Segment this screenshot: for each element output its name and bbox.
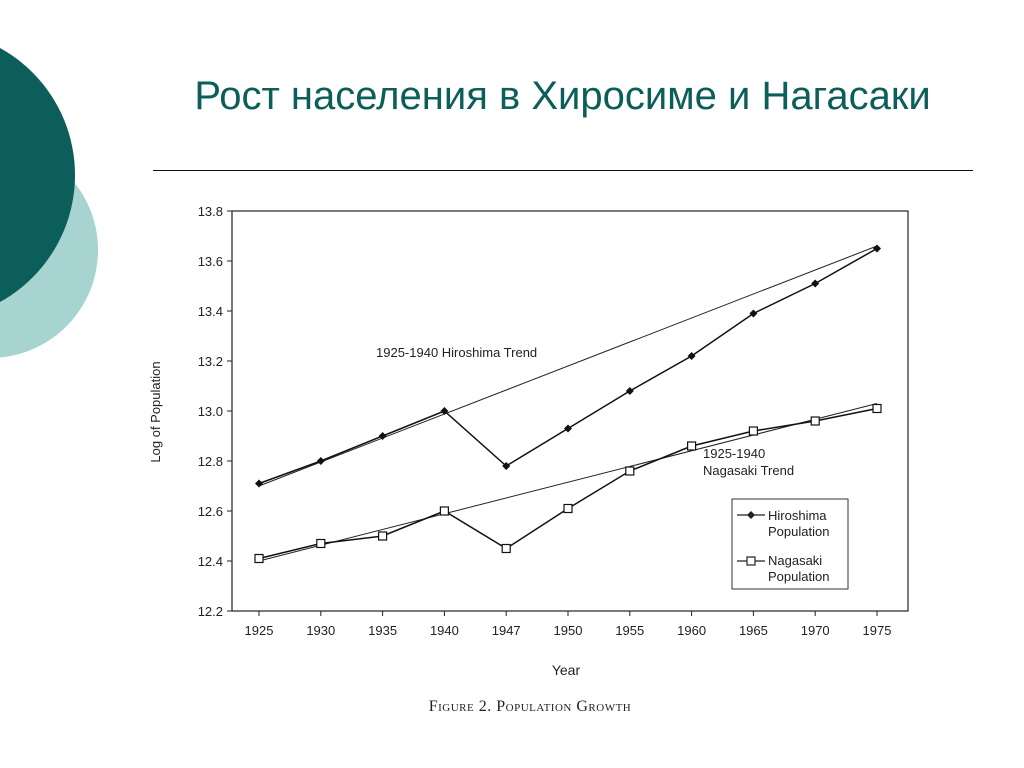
y-tick-label: 12.6	[197, 504, 223, 519]
legend-nagasaki-marker	[747, 557, 755, 565]
hiroshima-trend-annotation: 1925-1940 Hiroshima Trend	[376, 345, 538, 360]
nagasaki-data-point	[564, 505, 572, 513]
hiroshima-data-point	[255, 480, 263, 488]
legend-nagasaki-label-line2: Population	[768, 569, 830, 584]
y-tick-label: 13.2	[197, 354, 223, 369]
x-tick-label: 1935	[368, 623, 398, 638]
legend-nagasaki-label-line1: Nagasaki	[768, 553, 823, 568]
hiroshima-trend-line	[259, 246, 877, 486]
x-tick-label: 1940	[429, 623, 459, 638]
nagasaki-data-point	[749, 427, 757, 435]
nagasaki-data-point	[317, 540, 325, 548]
x-tick-label: 1950	[553, 623, 583, 638]
figure-caption: Figure 2. Population Growth	[428, 698, 632, 715]
nagasaki-data-point	[440, 507, 448, 515]
hiroshima-data-point	[873, 245, 881, 253]
hiroshima-data-point	[564, 425, 572, 433]
x-tick-label: 1947	[491, 623, 521, 638]
nagasaki-data-point	[811, 417, 819, 425]
x-axis-label: Year	[551, 662, 581, 678]
legend-hiroshima-label-line1: Hiroshima	[768, 508, 827, 523]
nagasaki-trend-annotation-line1: 1925-1940	[703, 446, 766, 461]
legend-hiroshima-label-line2: Population	[768, 524, 830, 539]
y-tick-label: 13.8	[197, 204, 223, 219]
y-tick-label: 13.0	[197, 404, 223, 419]
x-tick-label: 1925	[244, 623, 274, 638]
y-tick-label: 13.4	[197, 304, 223, 319]
x-tick-label: 1930	[306, 623, 336, 638]
nagasaki-data-point	[255, 555, 263, 563]
x-tick-label: 1970	[800, 623, 830, 638]
y-tick-label: 12.4	[197, 554, 223, 569]
slide-title: Рост населения в Хиросиме и Нагасаки	[194, 74, 931, 118]
nagasaki-data-point	[688, 442, 696, 450]
x-tick-label: 1955	[615, 623, 645, 638]
hiroshima-data-point	[626, 387, 634, 395]
y-axis-label: Log of Population	[148, 361, 163, 463]
y-tick-label: 12.2	[197, 604, 223, 619]
nagasaki-data-point	[502, 545, 510, 553]
hiroshima-data-point	[811, 280, 819, 288]
nagasaki-trend-annotation-line2: Nagasaki Trend	[703, 463, 795, 478]
y-tick-label: 12.8	[197, 454, 223, 469]
x-tick-label: 1975	[862, 623, 892, 638]
nagasaki-data-point	[379, 532, 387, 540]
x-tick-label: 1965	[738, 623, 768, 638]
hiroshima-data-point	[317, 457, 325, 465]
nagasaki-data-point	[873, 405, 881, 413]
nagasaki-data-point	[626, 467, 634, 475]
y-tick-label: 13.6	[197, 254, 223, 269]
x-tick-label: 1960	[677, 623, 707, 638]
legend	[732, 499, 848, 589]
